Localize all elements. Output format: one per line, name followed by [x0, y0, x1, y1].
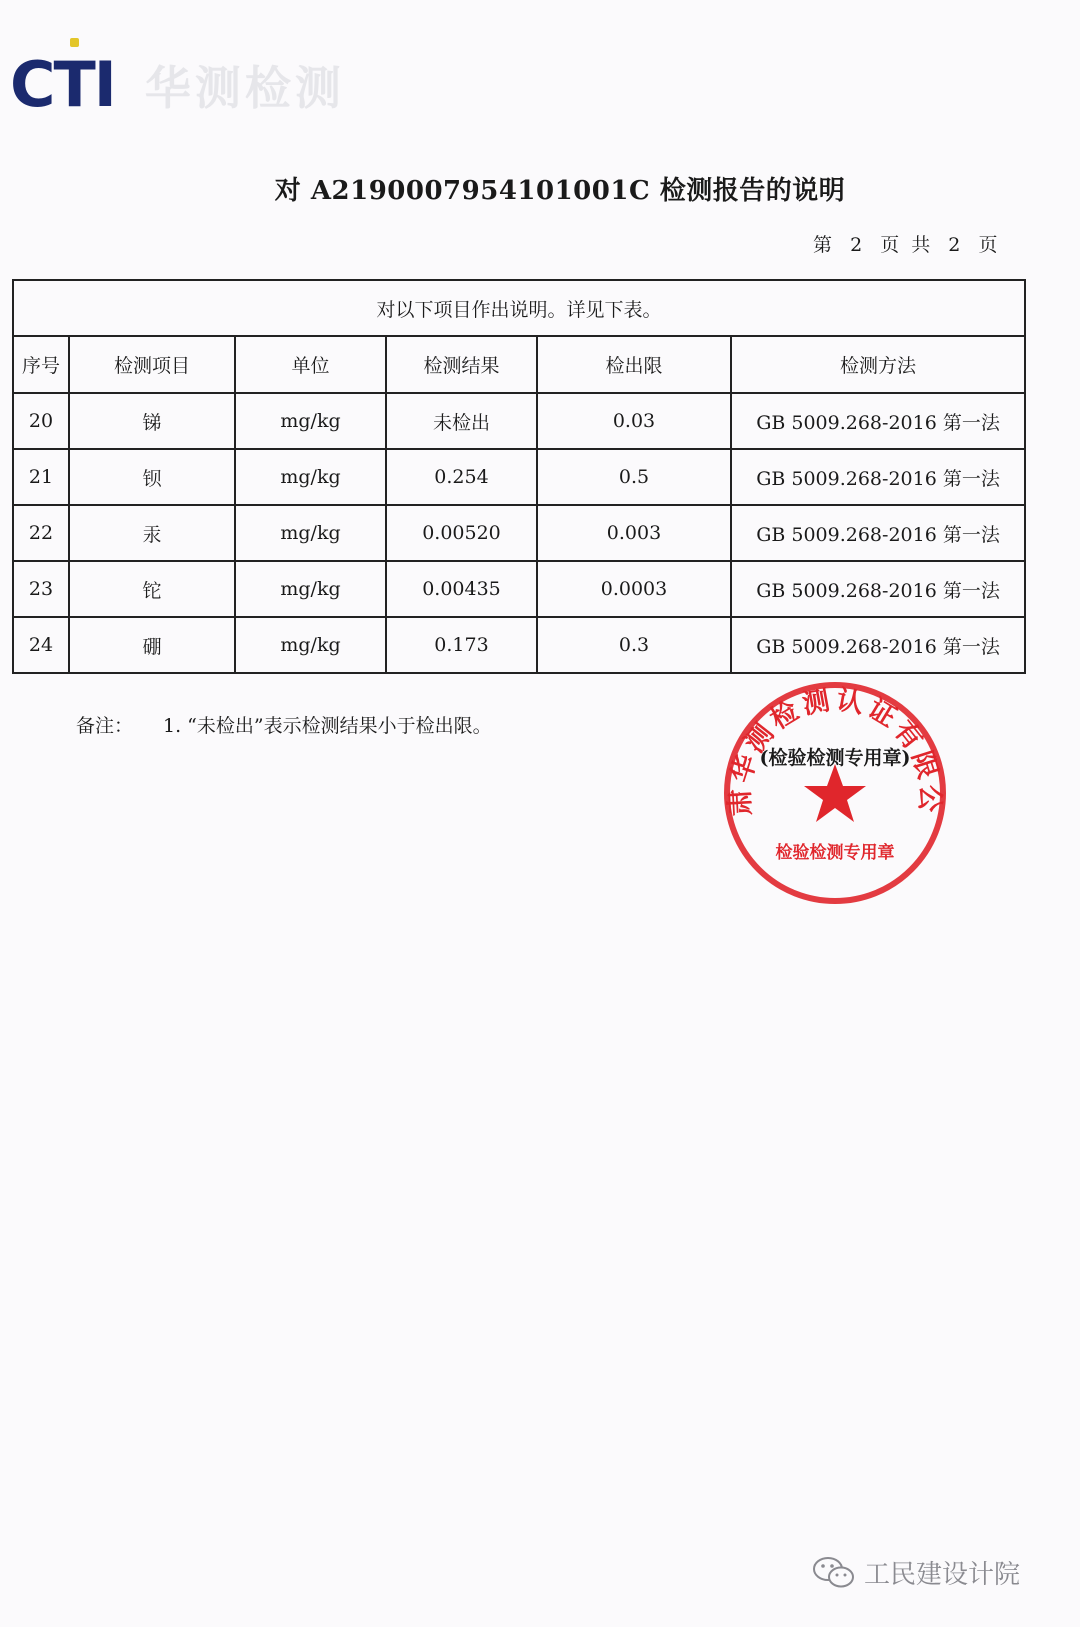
- header-method: 检测方法: [731, 336, 1025, 393]
- logo-text: 华测检测: [144, 61, 345, 115]
- watermark-text: 工民建设计院: [863, 1560, 1020, 1590]
- cell-limit: 0.3: [537, 617, 731, 673]
- logo-mark-text: CTI: [10, 48, 115, 121]
- cell-item: 汞: [69, 505, 235, 561]
- header-result: 检测结果: [386, 336, 537, 393]
- logo-mark: [10, 48, 115, 121]
- cell-limit: 0.5: [537, 449, 731, 505]
- cell-unit: mg/kg: [235, 449, 386, 505]
- cell-result: 0.173: [386, 617, 537, 673]
- seal-star-icon: [804, 764, 866, 822]
- table-intro: 对以下项目作出说明。详见下表。: [13, 280, 1025, 336]
- cell-unit: mg/kg: [235, 617, 386, 673]
- page-total: 2: [948, 234, 964, 256]
- wechat-icon: [812, 1556, 856, 1590]
- table-header-row: [13, 336, 1025, 393]
- table-row: [13, 393, 1025, 449]
- remark-label: 备注：: [76, 715, 134, 737]
- cell-item: 硼: [69, 617, 235, 673]
- cell-item: 锑: [69, 393, 235, 449]
- cell-method: GB 5009.268-2016 第一法: [731, 393, 1025, 449]
- official-seal: [720, 678, 950, 908]
- cell-method: GB 5009.268-2016 第一法: [731, 449, 1025, 505]
- cell-unit: mg/kg: [235, 561, 386, 617]
- remark: [76, 711, 492, 738]
- table-row: [13, 617, 1025, 673]
- table-intro-row: [13, 280, 1025, 336]
- cell-method: GB 5009.268-2016 第一法: [731, 561, 1025, 617]
- cell-item: 钡: [69, 449, 235, 505]
- header-limit: 检出限: [537, 336, 731, 393]
- header-item: 检测项目: [69, 336, 235, 393]
- seal-graphic: [720, 678, 950, 908]
- page-current: 2: [850, 234, 866, 256]
- cell-limit: 0.003: [537, 505, 731, 561]
- cell-unit: mg/kg: [235, 505, 386, 561]
- page-number: [810, 230, 1003, 257]
- table-row: [13, 561, 1025, 617]
- seal-center-text: (检验检测专用章): [759, 747, 911, 769]
- page-suffix: 页: [978, 234, 1001, 256]
- seal-bottom-text: 检验检测专用章: [775, 843, 895, 863]
- table-row: [13, 505, 1025, 561]
- cell-no: 23: [13, 561, 69, 617]
- cell-item: 铊: [69, 561, 235, 617]
- cell-no: 20: [13, 393, 69, 449]
- cell-no: 21: [13, 449, 69, 505]
- page-prefix: 第: [813, 234, 836, 256]
- seal-ring-text: 肃华测检测认证有限公: [724, 684, 946, 817]
- company-logo: [10, 48, 345, 121]
- cell-unit: mg/kg: [235, 393, 386, 449]
- cell-method: GB 5009.268-2016 第一法: [731, 505, 1025, 561]
- cell-limit: 0.0003: [537, 561, 731, 617]
- watermark: [812, 1554, 1020, 1591]
- cell-method: GB 5009.268-2016 第一法: [731, 617, 1025, 673]
- cell-limit: 0.03: [537, 393, 731, 449]
- header-no: 序号: [13, 336, 69, 393]
- header-unit: 单位: [235, 336, 386, 393]
- cell-result: 0.00435: [386, 561, 537, 617]
- cell-no: 22: [13, 505, 69, 561]
- cell-no: 24: [13, 617, 69, 673]
- document-title: 对 A2190007954101001C 检测报告的说明: [274, 176, 846, 206]
- results-table: [12, 279, 1026, 674]
- logo-dot: [70, 38, 79, 47]
- cell-result: 未检出: [386, 393, 537, 449]
- cell-result: 0.00520: [386, 505, 537, 561]
- page-mid: 页 共: [880, 234, 934, 256]
- remark-text: 1. “未检出”表示检测结果小于检出限。: [163, 715, 492, 737]
- table-row: [13, 449, 1025, 505]
- cell-result: 0.254: [386, 449, 537, 505]
